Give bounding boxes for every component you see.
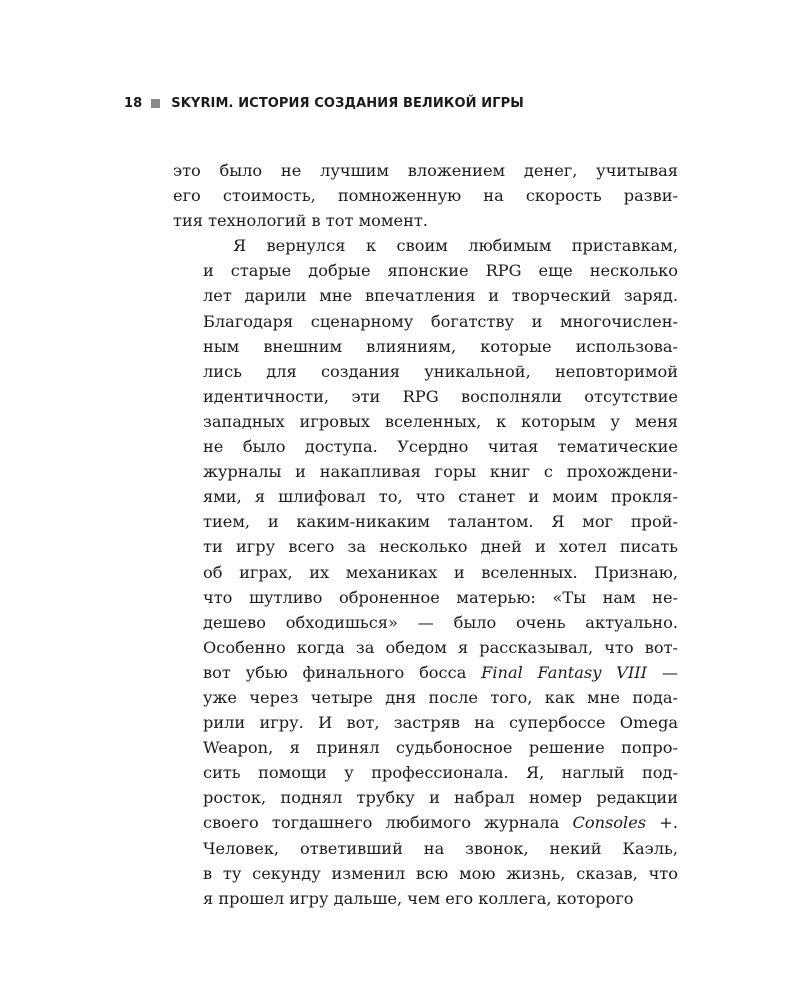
text-line: тия технологий в тот момент. bbox=[173, 211, 428, 231]
text-line: его стоимость, помноженную на скорость разви- bbox=[173, 186, 678, 206]
text-line: Weapon, я принял судьбоносное решение попро- bbox=[203, 738, 678, 758]
italic-title: Final Fantasy VIII bbox=[481, 662, 648, 682]
text-line: не было доступа. Усердно читая тематические bbox=[203, 437, 678, 457]
text-line: журналы и накапливая горы книг с прохождени- bbox=[203, 462, 678, 482]
text-line: тием, и каким-никаким талантом. Я мог прой- bbox=[203, 512, 678, 532]
text-line: лись для создания уникальной, неповторимой bbox=[203, 361, 678, 381]
text-line: идентичности, эти RPG восполняли отсутствие bbox=[203, 386, 678, 406]
text-line: и старые добрые японские RPG еще несколько bbox=[203, 261, 678, 281]
text-line: вот убью финального босса Final Fantasy VIII — bbox=[203, 662, 678, 682]
text-line: в ту секунду изменил всю мою жизнь, сказав, что bbox=[203, 863, 678, 883]
italic-title: Consoles + bbox=[572, 813, 673, 833]
text-line: сить помощи у профессионала. Я, наглый под- bbox=[203, 763, 678, 783]
book-title: SKYRIM. ИСТОРИЯ СОЗДАНИЯ ВЕЛИКОЙ ИГРЫ bbox=[171, 96, 524, 111]
text-line: это было не лучшим вложением денег, учитывая bbox=[173, 161, 678, 180]
text-line: рили игру. И вот, застряв на супербоссе Omega bbox=[203, 713, 678, 733]
text-line: Особенно когда за обедом я рассказывал, что вот- bbox=[203, 637, 678, 657]
text-line: об играх, их механиках и вселенных. Признаю, bbox=[203, 562, 678, 582]
text-line: росток, поднял трубку и набрал номер редакции bbox=[203, 788, 678, 808]
text-line: что шутливо оброненное матерью: «Ты нам не- bbox=[203, 587, 678, 607]
paragraph bbox=[173, 158, 678, 233]
text-line: дешево обходишься» — было очень актуально. bbox=[203, 612, 678, 632]
text-line: западных игровых вселенных, к которым у меня bbox=[203, 411, 678, 431]
text-line: ти игру всего за несколько дней и хотел писать bbox=[203, 537, 678, 557]
square-bullet-icon bbox=[151, 99, 160, 108]
text-line: я прошел игру дальше, чем его коллега, которого bbox=[203, 888, 634, 908]
text-line: Я вернулся к своим любимым приставкам, bbox=[233, 236, 678, 256]
running-head bbox=[124, 96, 524, 111]
text-line: лет дарили мне впечатления и творческий заряд. bbox=[203, 286, 678, 306]
text-line: Благодаря сценарному богатству и многочислен- bbox=[203, 311, 678, 331]
body-text bbox=[173, 158, 678, 911]
text-line: уже через четыре дня после того, как мне пода- bbox=[203, 687, 678, 707]
text-line: своего тогдашнего любимого журнала Consoles +. bbox=[203, 813, 678, 833]
text-line: ным внешним влияниям, которые использова- bbox=[203, 336, 678, 356]
paragraph bbox=[173, 233, 678, 911]
page-number: 18 bbox=[124, 96, 143, 111]
text-line: ями, я шлифовал то, что станет и моим прокля- bbox=[203, 487, 678, 507]
text-line: Человек, ответивший на звонок, некий Каэль, bbox=[203, 838, 678, 858]
